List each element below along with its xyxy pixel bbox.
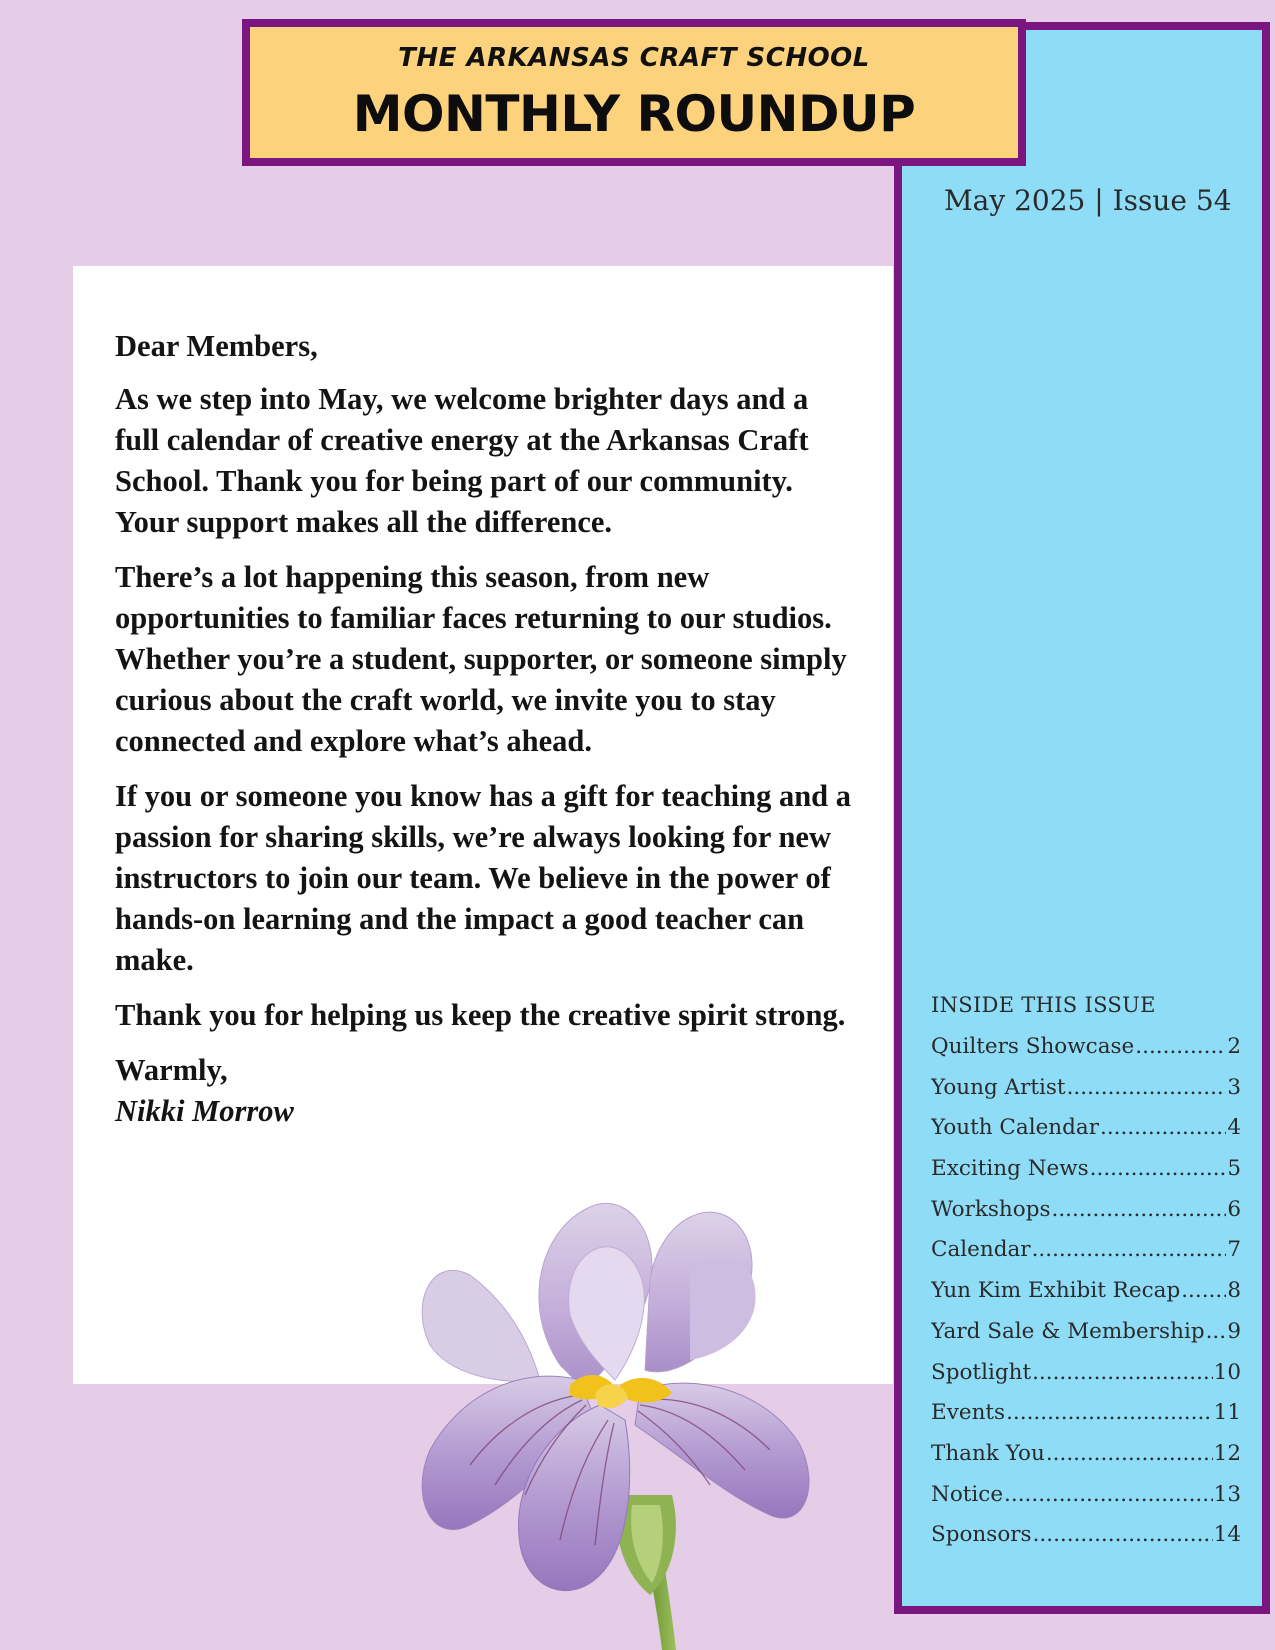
toc-item-page: 7 [1227,1237,1241,1263]
table-of-contents [931,990,1241,1563]
toc-item[interactable] [931,1197,1241,1238]
toc-leader [1100,1115,1226,1140]
toc-item-label: Workshops [931,1196,1051,1222]
toc-item-page: 13 [1213,1481,1241,1507]
toc-item-label: Exciting News [931,1156,1089,1182]
toc-leader [1135,1034,1226,1059]
toc-leader [1032,1237,1227,1262]
toc-item[interactable] [931,1441,1241,1482]
toc-leader [1033,1522,1213,1547]
letter-salutation: Dear Members, [115,329,318,363]
toc-heading: INSIDE THIS ISSUE [931,993,1156,1017]
toc-item-page: 5 [1227,1156,1241,1182]
letter-signature: Nikki Morrow [115,1094,294,1128]
letter-paragraph: Thank you for helping us keep the creative spirit strong. [115,998,846,1032]
toc-leader [1004,1482,1213,1507]
toc-leader [1181,1278,1226,1303]
toc-item-page: 11 [1213,1400,1241,1426]
toc-item[interactable] [931,1319,1241,1360]
toc-item[interactable] [931,1400,1241,1441]
toc-item-label: Thank You [931,1440,1045,1466]
letter-paragraph: There’s a lot happening this season, from new opportunities to familiar faces returning to our studios. Whether you’re a student, supporter, or someone simply curious about the craft world, we invite you to stay connected and explore what’s ahead. [115,560,847,758]
toc-item-page: 9 [1227,1318,1241,1344]
toc-item[interactable] [931,1522,1241,1563]
toc-leader [1206,1319,1227,1344]
toc-item-page: 10 [1213,1359,1241,1385]
issue-date: May 2025 | Issue 54 [944,184,1232,217]
toc-leader [1052,1197,1227,1222]
toc-item-label: Sponsors [931,1522,1032,1548]
newsletter-title: MONTHLY ROUNDUP [352,85,916,143]
iris-flower-icon [410,1195,860,1650]
toc-item[interactable] [931,1075,1241,1116]
toc-leader [1006,1400,1213,1425]
toc-item-label: Youth Calendar [931,1115,1100,1141]
toc-leader [1090,1156,1227,1181]
toc-item-label: Young Artist [931,1074,1066,1100]
letter-paragraph: If you or someone you know has a gift for teaching and a passion for sharing skills, we’re always looking for new instructors to join our team. We believe in the power of hands-on learning and the impact a good teacher can make. [115,779,852,977]
toc-item-page: 4 [1227,1115,1241,1141]
toc-leader [1032,1360,1213,1385]
toc-item-label: Calendar [931,1237,1031,1263]
toc-item-page: 8 [1227,1278,1241,1304]
toc-item-label: Notice [931,1481,1004,1507]
toc-item-page: 12 [1213,1440,1241,1466]
toc-item[interactable] [931,1360,1241,1401]
letter-paragraph: As we step into May, we welcome brighter days and a full calendar of creative energy at the Arkansas Craft School. Thank you for being part of our community. Your support makes all the difference. [115,382,809,539]
toc-leader [1067,1075,1227,1100]
letter-closing: Warmly, [115,1053,228,1087]
toc-item-label: Spotlight [931,1359,1032,1385]
toc-item-label: Yard Sale & Membership [931,1318,1205,1344]
toc-item-page: 14 [1213,1522,1241,1548]
toc-item[interactable] [931,1156,1241,1197]
toc-item[interactable] [931,1237,1241,1278]
toc-item-label: Quilters Showcase [931,1034,1135,1059]
school-name: THE ARKANSAS CRAFT SCHOOL [398,43,870,73]
toc-item[interactable] [931,1034,1241,1075]
toc-item[interactable] [931,1278,1241,1319]
toc-item-label: Events [931,1400,1006,1426]
toc-item-page: 6 [1227,1196,1241,1222]
toc-item[interactable] [931,1115,1241,1156]
masthead-banner [242,19,1026,166]
toc-leader [1046,1441,1213,1466]
toc-item[interactable] [931,1482,1241,1523]
toc-item-label: Yun Kim Exhibit Recap [931,1278,1181,1304]
toc-item-page: 3 [1227,1074,1241,1100]
toc-item-page: 2 [1227,1034,1241,1059]
